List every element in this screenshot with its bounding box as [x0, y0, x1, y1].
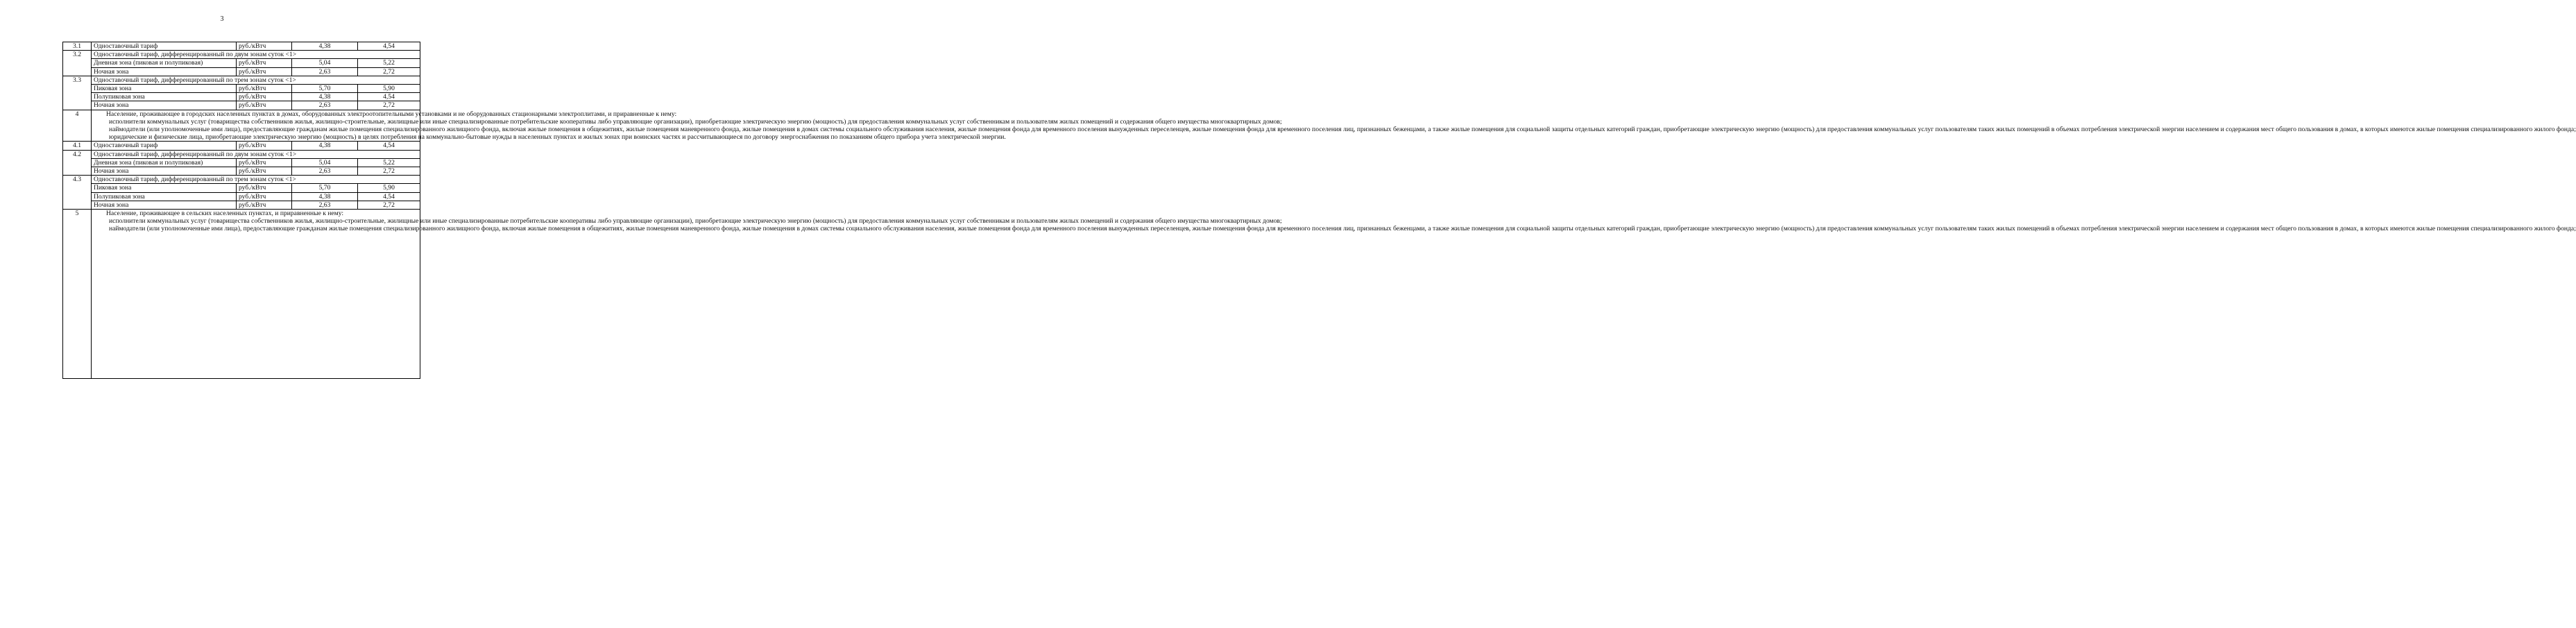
- value-second-half: 2,72: [358, 167, 420, 176]
- zone-label: Ночная зона: [92, 201, 237, 209]
- value-second-half: 4,54: [358, 142, 420, 150]
- category-description: [92, 110, 2576, 142]
- paragraph: Население, проживающее в городских населенных пунктах в домах, оборудованных электроотопительными установками и не оборудованных стационарными электроплитами, и приравненные к нему:: [106, 110, 677, 118]
- row-number: 4: [63, 110, 92, 142]
- table-row: [63, 184, 420, 192]
- table-row: [63, 150, 420, 158]
- paragraph: наймодатели (или уполномоченные ими лица), предоставляющие гражданам жилые помещения специализированного жилищного фонда, включая жилые помещения в общежитиях, жилые помещения маневренного фонда, жилые помещения в домах системы социального обслуживания населения, жилые помещения фонда для временного поселения вынужденных переселенцев, жилые помещения фонда для временного поселения лиц, признанных беженцами, а также жилые помещения для социальной защиты отдельных категорий граждан, приобретающие электрическую энергию (мощность) для предоставления коммунальных услуг пользователям таких жилых помещений в объемах потребления электрической энергии населением и содержания мест общего пользования в домах, в которых имеются жилые помещения специализированного жилого фонда;: [109, 126, 2576, 134]
- paragraph: исполнители коммунальных услуг (товарищества собственников жилья, жилищно-строительные, жилищные или иные специализированные потребительские кооперативы либо управляющие организации), приобретающие электрическую энергию (мощность) для предоставления коммунальных услуг собственникам и пользователям жилых помещений и содержания общего имущества многоквартирных домов;: [109, 117, 1282, 126]
- page-number: 3: [220, 15, 224, 23]
- paragraph: Население, проживающее в сельских населенных пунктах, и приравненные к нему:: [106, 210, 344, 218]
- table-row: [63, 110, 420, 142]
- table-row: [63, 192, 420, 201]
- row-number: 3.2: [63, 51, 92, 76]
- table-row: [63, 42, 420, 51]
- row-number: 5: [63, 210, 92, 379]
- unit-cell: руб./кВтч: [237, 167, 292, 176]
- value-second-half: 2,72: [358, 201, 420, 209]
- unit-cell: руб./кВтч: [237, 85, 292, 93]
- value-first-half: 5,70: [292, 184, 358, 192]
- tariff-label: Одноставочный тариф, дифференцированный по трем зонам суток <1>: [92, 76, 420, 84]
- row-number: 4.3: [63, 176, 92, 210]
- table-row: [63, 158, 420, 167]
- paragraph: юридические и физические лица, приобретающие электрическую энергию (мощность) в целях потребления на коммунально-бытовые нужды в населенных пунктах и жилых зонах при воинских частях и рассчитывающиеся по договору энергоснабжения по показаниям общего прибора учета электрической энергии.: [109, 133, 1006, 142]
- tariff-label: Одноставочный тариф, дифференцированный по трем зонам суток <1>: [92, 176, 420, 184]
- zone-label: Дневная зона (пиковая и полупиковая): [92, 158, 237, 167]
- paragraph: исполнители коммунальных услуг (товарищества собственников жилья, жилищно-строительные, жилищные или иные специализированные потребительские кооперативы либо управляющие организации), приобретающие электрическую энергию (мощность) для предоставления коммунальных услуг собственникам и пользователям жилых помещений и содержания общего имущества многоквартирных домов;: [109, 217, 1282, 226]
- value-first-half: 5,04: [292, 59, 358, 67]
- unit-cell: руб./кВтч: [237, 201, 292, 209]
- value-first-half: 4,38: [292, 93, 358, 101]
- tariff-label: Одноставочный тариф, дифференцированный по двум зонам суток <1>: [92, 150, 420, 158]
- category-description: [92, 210, 2576, 379]
- unit-cell: руб./кВтч: [237, 158, 292, 167]
- table-row: [63, 142, 420, 150]
- unit-cell: руб./кВтч: [237, 93, 292, 101]
- value-first-half: 2,63: [292, 101, 358, 110]
- table-row: [63, 93, 420, 101]
- value-second-half: 2,72: [358, 67, 420, 76]
- value-first-half: 4,38: [292, 142, 358, 150]
- unit-cell: руб./кВтч: [237, 101, 292, 110]
- value-first-half: 4,38: [292, 192, 358, 201]
- tariff-label: Одноставочный тариф, дифференцированный по двум зонам суток <1>: [92, 51, 420, 59]
- paragraph: наймодатели (или уполномоченные ими лица), предоставляющие гражданам жилые помещения специализированного жилищного фонда, включая жилые помещения в общежитиях, жилые помещения маневренного фонда, жилые помещения в домах системы социального обслуживания населения, жилые помещения фонда для временного поселения вынужденных переселенцев, жилые помещения фонда для временного поселения лиц, признанных беженцами, а также жилые помещения для социальной защиты отдельных категорий граждан, приобретающие электрическую энергию (мощность) для предоставления коммунальных услуг пользователям таких жилых помещений в объемах потребления электрической энергии населением и содержания мест общего пользования в домах, в которых имеются жилые помещения специализированного жилого фонда;: [109, 225, 2576, 233]
- unit-cell: руб./кВтч: [237, 67, 292, 76]
- table-row: [63, 59, 420, 67]
- value-first-half: 2,63: [292, 201, 358, 209]
- value-second-half: 5,90: [358, 85, 420, 93]
- zone-label: Полупиковая зона: [92, 93, 237, 101]
- value-first-half: 5,04: [292, 158, 358, 167]
- tariff-label: Одноставочный тариф: [92, 142, 237, 150]
- table-row: [63, 101, 420, 110]
- table-row: [63, 210, 420, 379]
- row-number: 4.1: [63, 142, 92, 150]
- row-number: 3.3: [63, 76, 92, 110]
- unit-cell: руб./кВтч: [237, 192, 292, 201]
- table-row: [63, 67, 420, 76]
- zone-label: Пиковая зона: [92, 85, 237, 93]
- value-first-half: 4,38: [292, 42, 358, 51]
- table-row: [63, 201, 420, 209]
- value-second-half: 2,72: [358, 101, 420, 110]
- value-second-half: 4,54: [358, 42, 420, 51]
- value-first-half: 2,63: [292, 167, 358, 176]
- row-number: 4.2: [63, 150, 92, 176]
- zone-label: Ночная зона: [92, 67, 237, 76]
- zone-label: Дневная зона (пиковая и полупиковая): [92, 59, 237, 67]
- zone-label: Ночная зона: [92, 167, 237, 176]
- table-row: [63, 51, 420, 59]
- zone-label: Пиковая зона: [92, 184, 237, 192]
- value-first-half: 2,63: [292, 67, 358, 76]
- unit-cell: руб./кВтч: [237, 142, 292, 150]
- table-row: [63, 167, 420, 176]
- unit-cell: руб./кВтч: [237, 42, 292, 51]
- value-second-half: 4,54: [358, 192, 420, 201]
- row-number: 3.1: [63, 42, 92, 51]
- tariff-label: Одноставочный тариф: [92, 42, 237, 51]
- value-first-half: 5,70: [292, 85, 358, 93]
- table-row: [63, 76, 420, 84]
- unit-cell: руб./кВтч: [237, 59, 292, 67]
- value-second-half: 5,22: [358, 158, 420, 167]
- table-row: [63, 176, 420, 184]
- value-second-half: 5,22: [358, 59, 420, 67]
- unit-cell: руб./кВтч: [237, 184, 292, 192]
- zone-label: Ночная зона: [92, 101, 237, 110]
- table-row: [63, 85, 420, 93]
- value-second-half: 5,90: [358, 184, 420, 192]
- value-second-half: 4,54: [358, 93, 420, 101]
- tariff-table: [62, 42, 2576, 379]
- zone-label: Полупиковая зона: [92, 192, 237, 201]
